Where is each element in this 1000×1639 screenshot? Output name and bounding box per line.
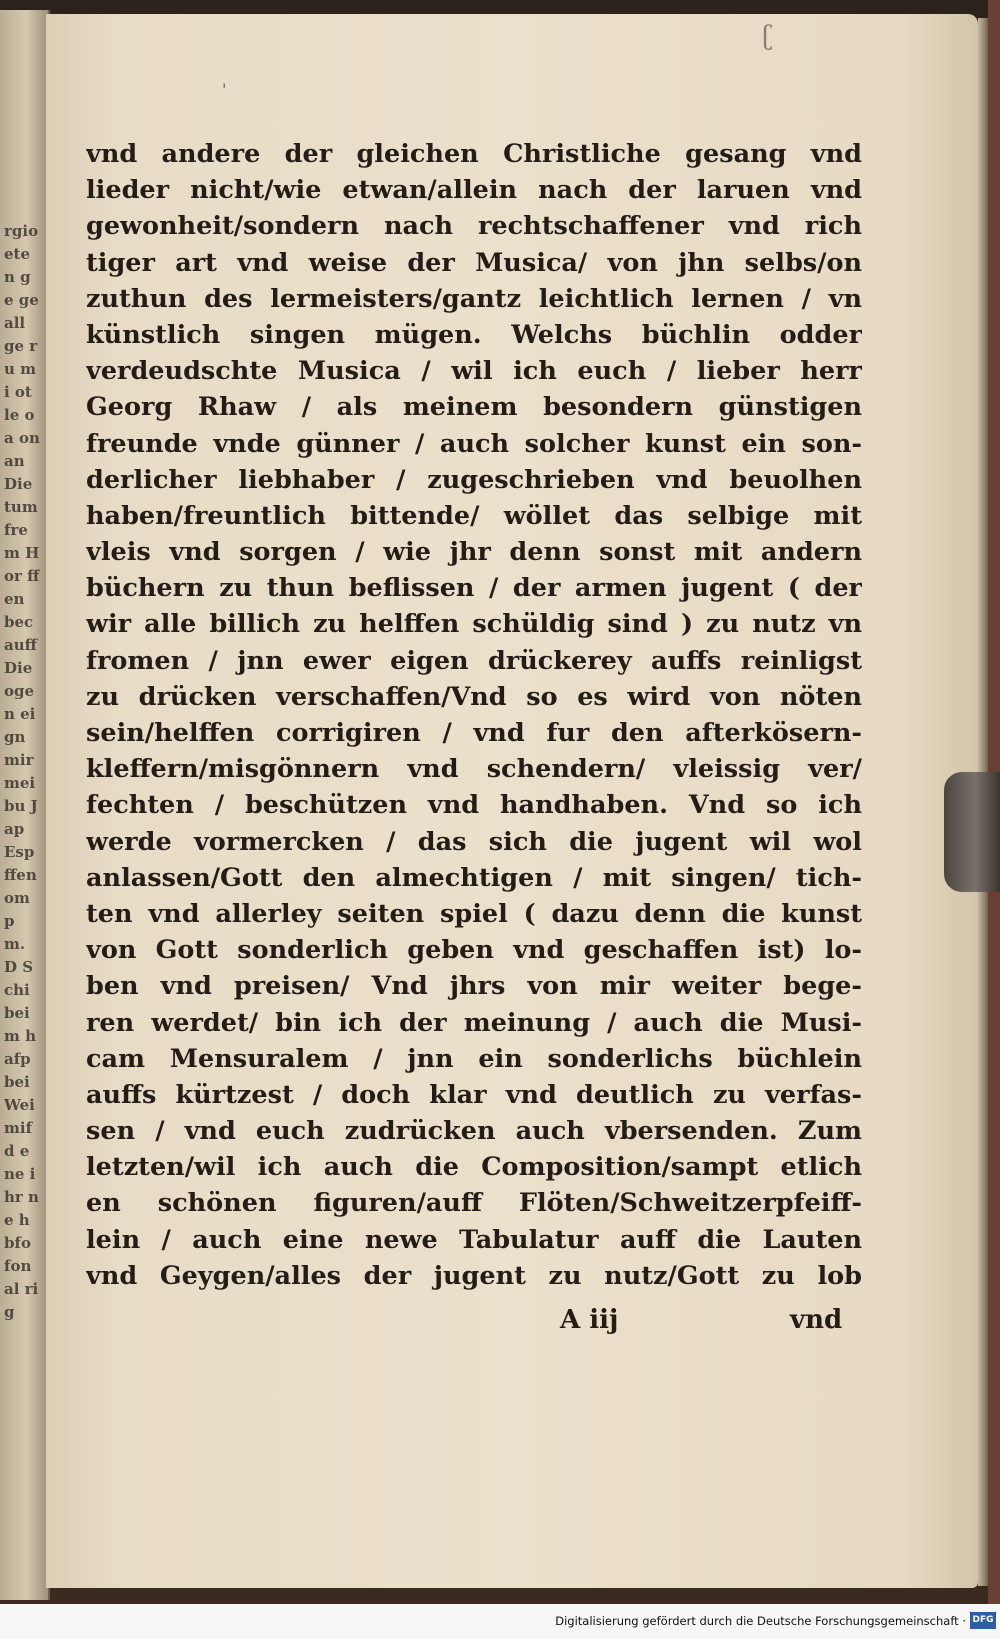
- text-line: künstlich singen mügen. Welchs büchlin odder: [86, 319, 862, 350]
- digitization-footer: [0, 1604, 1000, 1639]
- text-line: haben/freuntlich bittende/ wöllet das selbige mit: [86, 500, 862, 531]
- text-line: Georg Rhaw / als meinem besondern günstigen: [86, 392, 862, 423]
- main-text-block: [86, 136, 862, 1294]
- text-line: cam Mensuralem / jnn ein sonderlichs büchlein: [86, 1043, 862, 1074]
- text-line: vnd andere der gleichen Christliche gesang vnd: [86, 139, 862, 169]
- text-line: werde vormercken / das sich die jugent wil wol: [86, 826, 862, 857]
- text-line: letzten/wil ich auch die Composition/sampt etlich: [86, 1152, 862, 1183]
- ink-mark: ': [222, 80, 227, 99]
- text-line: derlicher liebhaber / zugeschrieben vnd beuolhen: [86, 464, 862, 495]
- text-line: freunde vnde günner / auch solcher kunst ein son-: [86, 428, 862, 459]
- left-page-edge: [0, 10, 50, 1600]
- text-line: sen / vnd euch zudrücken auch vbersenden. Zum: [86, 1116, 862, 1147]
- pencil-mark: ʗ: [762, 21, 773, 51]
- signature-mark: A iij: [560, 1305, 619, 1335]
- dfg-logo: DFG: [970, 1612, 996, 1629]
- text-line: kleffern/misgönnern vnd schendern/ vleissig ver/: [86, 754, 862, 785]
- text-line: vleis vnd sorgen / wie jhr denn sonst mit andern: [86, 537, 862, 568]
- text-line: zuthun des lermeisters/gantz leichtlich lernen / vn: [86, 283, 862, 314]
- text-line: sein/helffen corrigiren / vnd fur den afterkösern-: [86, 718, 862, 748]
- text-line: wir alle billich zu helffen schüldig sind ) zu nutz vn: [86, 609, 862, 640]
- text-line: lieder nicht/wie etwan/allein nach der laruen vnd: [86, 175, 862, 206]
- text-line: en schönen figuren/auff Flöten/Schweitzerpfeiff-: [86, 1188, 862, 1219]
- footer-credit: Digitalisierung gefördert durch die Deutsche Forschungsgemeinschaft ·: [555, 1614, 966, 1628]
- text-line: tiger art vnd weise der Musica/ von jhn selbs/on: [86, 247, 862, 278]
- left-page-text-fragment: rgio eten ge ge all ge ru mi ot le oa on an Die tum frem Hor ffen bec auff Die ogen eign mir mei bu Jap Esp ffen omp m. D Schi beim hafp bei Wei mifd ene ihr ne h bfo fon al rig: [4, 222, 40, 1321]
- text-line: ben vnd preisen/ Vnd jhrs von mir weiter bege-: [86, 971, 862, 1002]
- text-line: fromen / jnn ewer eigen drückerey auffs reinligst: [86, 645, 862, 676]
- text-line: büchern zu thun beflissen / der armen jugent ( der: [86, 573, 862, 604]
- text-line: von Gott sonderlich geben vnd geschaffen ist) lo-: [86, 935, 862, 966]
- text-line: ten vnd allerley seiten spiel ( dazu denn die kunst: [86, 898, 862, 929]
- text-line: vnd Geygen/alles der jugent zu nutz/Gott zu lob: [86, 1260, 862, 1291]
- text-line: lein / auch eine newe Tabulatur auff die Lauten: [86, 1224, 862, 1255]
- text-line: fechten / beschützen vnd handhaben. Vnd so ich: [86, 790, 862, 821]
- text-line: zu drücken verschaffen/Vnd so es wird von nöten: [86, 681, 862, 712]
- text-line: anlassen/Gott den almechtigen / mit singen/ tich-: [86, 862, 862, 893]
- text-line: auffs kürtzest / doch klar vnd deutlich zu verfas-: [86, 1079, 862, 1110]
- text-line: verdeudschte Musica / wil ich euch / lieber herr: [86, 356, 862, 387]
- book-clasp: [944, 772, 1000, 892]
- text-line: ren werdet/ bin ich der meinung / auch die Musi-: [86, 1007, 862, 1038]
- text-line: gewonheit/sondern nach rechtschaffener vnd rich: [86, 211, 862, 242]
- catchword: vnd: [790, 1305, 843, 1335]
